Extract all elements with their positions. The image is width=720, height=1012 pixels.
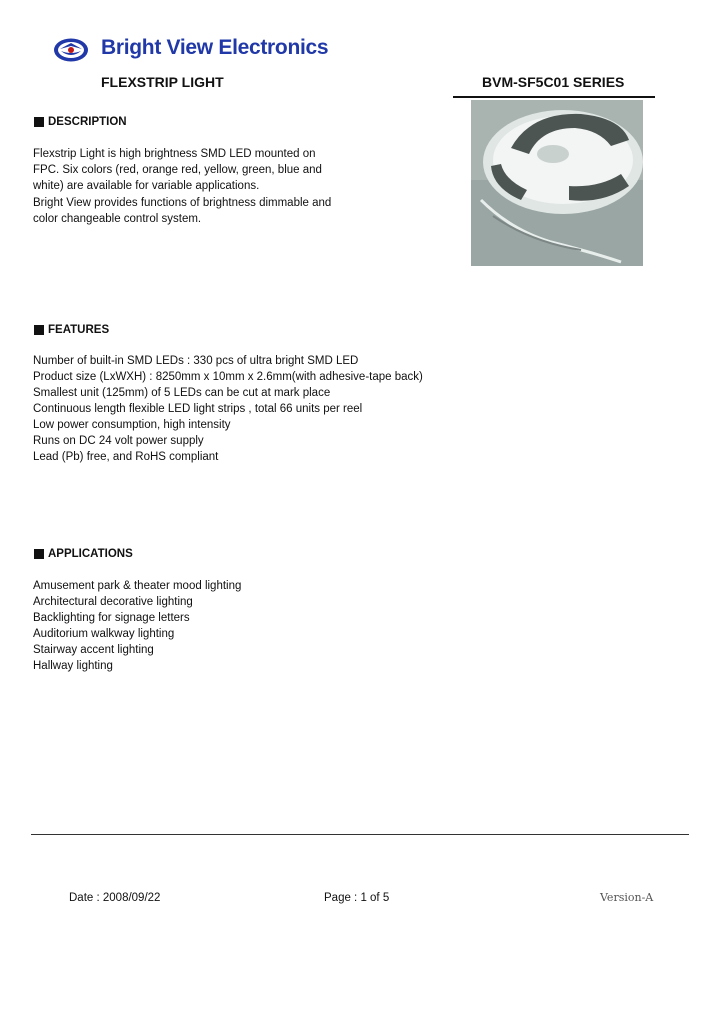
- list-item: Stairway accent lighting: [33, 644, 154, 656]
- series-underline: [453, 96, 655, 98]
- list-item: Number of built-in SMD LEDs : 330 pcs of ultra bright SMD LED: [33, 355, 359, 367]
- section-bullet-icon: [34, 549, 44, 559]
- product-photo: [471, 100, 643, 266]
- applications-list: [33, 578, 241, 674]
- list-item: Low power consumption, high intensity: [33, 419, 231, 431]
- footer-version: Version-A: [600, 891, 654, 904]
- company-logo-icon: [52, 37, 90, 63]
- company-name: Bright View Electronics: [101, 36, 329, 59]
- features-list: [33, 353, 423, 465]
- list-item: Architectural decorative lighting: [33, 596, 193, 608]
- product-name: FLEXSTRIP LIGHT: [101, 74, 224, 90]
- description-paragraph-2: Bright View provides functions of brightness dimmable and color changeable control system.: [33, 197, 332, 225]
- list-item: Backlighting for signage letters: [33, 612, 190, 624]
- list-item: Product size (LxWXH) : 8250mm x 10mm x 2.6mm(with adhesive-tape back): [33, 371, 423, 383]
- list-item: Amusement park & theater mood lighting: [33, 580, 242, 592]
- footer-date: Date : 2008/09/22: [69, 892, 161, 904]
- list-item: Runs on DC 24 volt power supply: [33, 435, 204, 447]
- list-item: Hallway lighting: [33, 660, 113, 672]
- description-heading: DESCRIPTION: [34, 116, 127, 128]
- list-item: Continuous length flexible LED light strips , total 66 units per reel: [33, 403, 363, 415]
- list-item: Lead (Pb) free, and RoHS compliant: [33, 451, 219, 463]
- description-paragraph-1: Flexstrip Light is high brightness SMD LED mounted on FPC. Six colors (red, orange red, yellow, green, blue and white) are available for variable applications.: [33, 148, 322, 192]
- footer-divider: [31, 834, 689, 835]
- section-bullet-icon: [34, 325, 44, 335]
- section-bullet-icon: [34, 117, 44, 127]
- series-name: BVM-SF5C01 SERIES: [482, 74, 625, 90]
- applications-heading: APPLICATIONS: [34, 548, 133, 560]
- list-item: Auditorium walkway lighting: [33, 628, 175, 640]
- features-heading: FEATURES: [34, 324, 109, 336]
- footer-page: Page : 1 of 5: [324, 892, 390, 904]
- list-item: Smallest unit (125mm) of 5 LEDs can be cut at mark place: [33, 387, 331, 399]
